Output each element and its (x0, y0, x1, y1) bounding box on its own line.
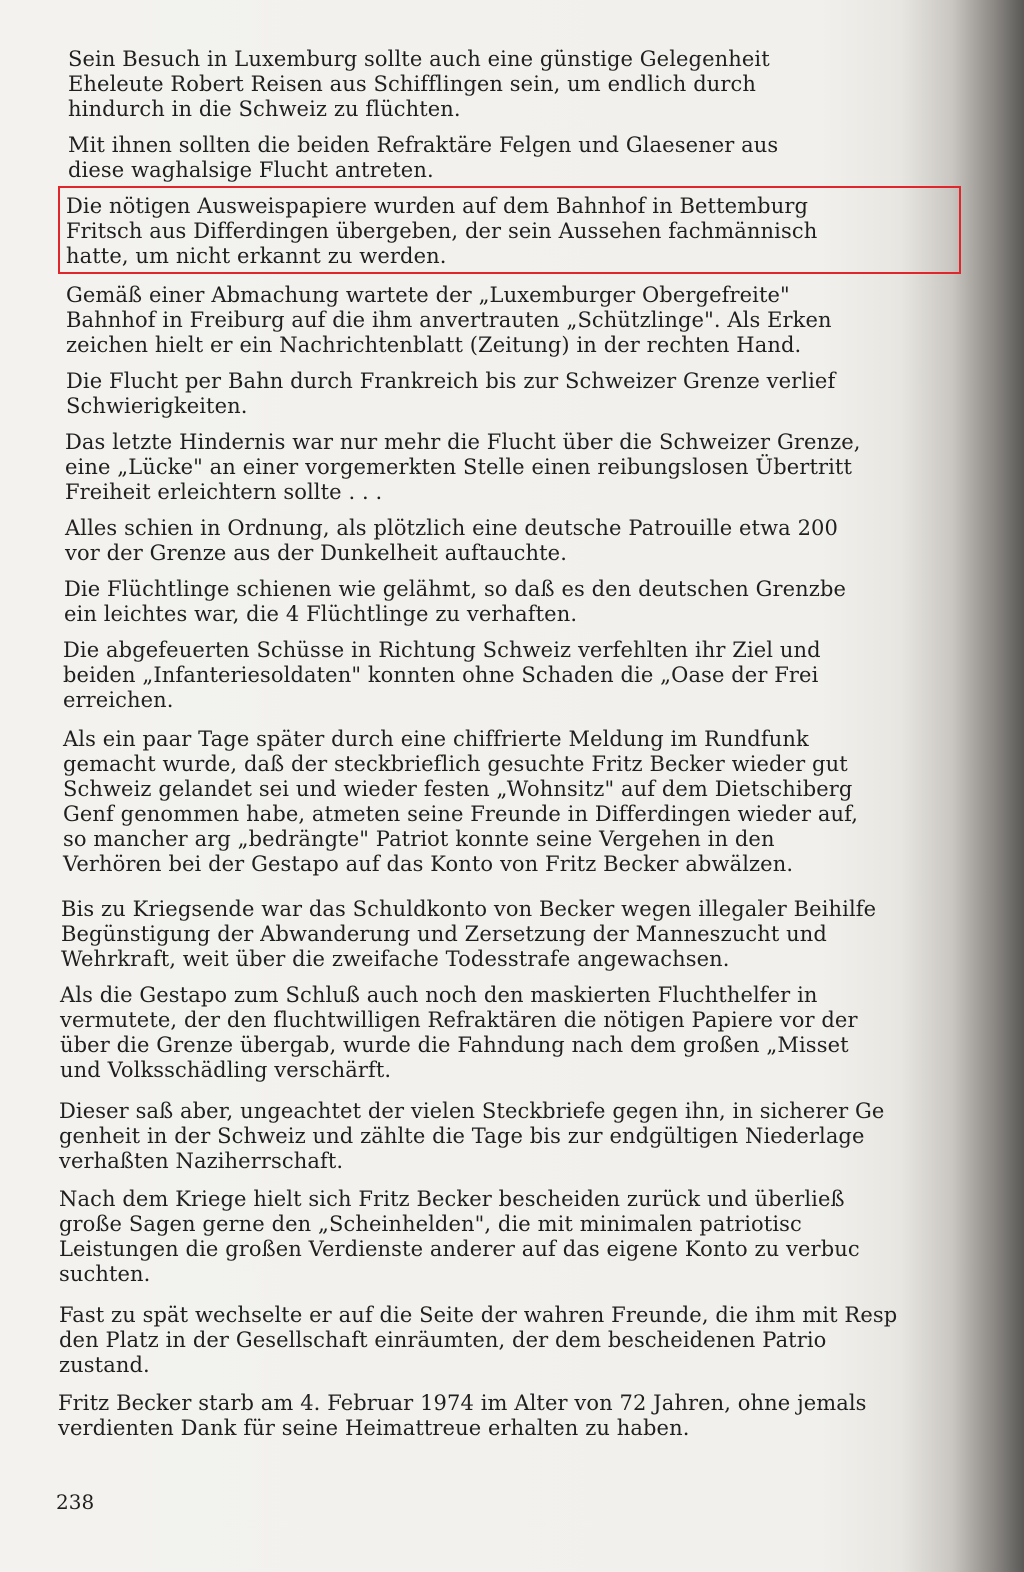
text-line: Verhören bei der Gestapo auf das Konto von Fritz Becker abwälzen. (63, 852, 794, 876)
text-line: Eheleute Robert Reisen aus Schifflingen sein, um endlich durch (68, 72, 756, 96)
page-number: 238 (56, 1490, 95, 1514)
text-line: verhaßten Naziherrschaft. (59, 1149, 344, 1173)
paragraph (59, 1303, 939, 1378)
paragraph (66, 369, 946, 419)
text-line: den Platz in der Gesellschaft einräumten, der dem bescheidenen Patrio (59, 1328, 827, 1352)
text-line: diese waghalsige Flucht antreten. (68, 158, 434, 182)
text-line: Das letzte Hindernis war nur mehr die Flucht über die Schweizer Grenze, (65, 430, 861, 454)
text-line: genheit in der Schweiz und zählte die Tage bis zur endgültigen Niederlage (59, 1124, 865, 1148)
text-line: Fritsch aus Differdingen übergeben, der sein Aussehen fachmännisch (66, 219, 818, 243)
paragraph (65, 516, 945, 566)
text-line: vermutete, der den fluchtwilligen Refraktären die nötigen Papiere vor der (60, 1008, 858, 1032)
text-line: gemacht wurde, daß der steckbrieflich gesuchte Fritz Becker wieder gut (63, 752, 848, 776)
paragraph (68, 133, 948, 183)
paragraph (61, 897, 941, 972)
text-line: Schweiz gelandet sei und wieder festen „Wohnsitz" auf dem Dietschiberg (63, 777, 853, 801)
text-line: Genf genommen habe, atmeten seine Freunde in Differdingen wieder auf, (63, 802, 859, 826)
text-line: beiden „Infanteriesoldaten" konnten ohne Schaden die „Oase der Frei (63, 663, 819, 687)
text-line: Die Flucht per Bahn durch Frankreich bis zur Schweizer Grenze verlief (66, 369, 836, 393)
paragraph (66, 283, 946, 358)
paragraph (68, 47, 948, 122)
paragraph (63, 638, 943, 713)
text-line: so mancher arg „bedrängte" Patriot konnte seine Vergehen in den (63, 827, 775, 851)
text-line: suchten. (59, 1262, 151, 1286)
text-line: zustand. (59, 1353, 150, 1377)
text-line: Schwierigkeiten. (66, 394, 248, 418)
text-line: und Volksschädling verschärft. (60, 1058, 392, 1082)
paragraph (60, 983, 940, 1083)
text-line: hatte, um nicht erkannt zu werden. (66, 244, 447, 268)
text-line: zeichen hielt er ein Nachrichtenblatt (Zeitung) in der rechten Hand. (66, 333, 802, 357)
text-line: Fast zu spät wechselte er auf die Seite der wahren Freunde, die ihm mit Resp (59, 1303, 898, 1327)
text-line: Bahnhof in Freiburg auf die ihm anvertrauten „Schützlinge". Als Erken (66, 308, 832, 332)
text-line: über die Grenze übergab, wurde die Fahndung nach dem großen „Misset (60, 1033, 849, 1057)
paragraph (59, 1187, 939, 1287)
paragraph (58, 1391, 938, 1441)
text-line: Sein Besuch in Luxemburg sollte auch eine günstige Gelegenheit (68, 47, 770, 71)
text-line: Gemäß einer Abmachung wartete der „Luxemburger Obergefreite" (66, 283, 790, 307)
highlight-box (58, 186, 961, 274)
text-line: Freiheit erleichtern sollte . . . (65, 480, 383, 504)
text-line: Die nötigen Ausweispapiere wurden auf dem Bahnhof in Bettemburg (66, 194, 809, 218)
text-line: Dieser saß aber, ungeachtet der vielen Steckbriefe gegen ihn, in sicherer Ge (59, 1099, 885, 1123)
text-line: große Sagen gerne den „Scheinhelden", die mit minimalen patriotisc (59, 1212, 802, 1236)
text-line: eine „Lücke" an einer vorgemerkten Stelle einen reibungslosen Übertritt (65, 455, 853, 479)
text-line: Mit ihnen sollten die beiden Refraktäre Felgen und Glaesener aus (68, 133, 779, 157)
text-line: Nach dem Kriege hielt sich Fritz Becker bescheiden zurück und überließ (59, 1187, 845, 1211)
text-line: Fritz Becker starb am 4. Februar 1974 im Alter von 72 Jahren, ohne jemals (58, 1391, 867, 1415)
text-line: Wehrkraft, weit über die zweifache Todesstrafe angewachsen. (61, 947, 730, 971)
text-line: vor der Grenze aus der Dunkelheit auftauchte. (65, 541, 567, 565)
text-line: hindurch in die Schweiz zu flüchten. (68, 97, 461, 121)
paragraph (63, 727, 943, 877)
text-line: Als ein paar Tage später durch eine chiffrierte Meldung im Rundfunk (63, 727, 809, 751)
text-line: ein leichtes war, die 4 Flüchtlinge zu verhaften. (64, 602, 578, 626)
text-line: verdienten Dank für seine Heimattreue erhalten zu haben. (58, 1416, 690, 1440)
text-line: Die Flüchtlinge schienen wie gelähmt, so daß es den deutschen Grenzbe (64, 577, 847, 601)
text-line: Als die Gestapo zum Schluß auch noch den maskierten Fluchthelfer in (60, 983, 818, 1007)
paragraph (59, 1099, 939, 1174)
text-line: Begünstigung der Abwanderung und Zersetzung der Manneszucht und (61, 922, 827, 946)
text-line: Die abgefeuerten Schüsse in Richtung Schweiz verfehlten ihr Ziel und (63, 638, 821, 662)
text-line: Alles schien in Ordnung, als plötzlich eine deutsche Patrouille etwa 200 (65, 516, 838, 540)
text-line: erreichen. (63, 688, 174, 712)
text-line: Bis zu Kriegsende war das Schuldkonto von Becker wegen illegaler Beihilfe (61, 897, 877, 921)
paragraph (64, 577, 944, 627)
paragraph (65, 430, 945, 505)
text-line: Leistungen die großen Verdienste anderer auf das eigene Konto zu verbuc (59, 1237, 860, 1261)
